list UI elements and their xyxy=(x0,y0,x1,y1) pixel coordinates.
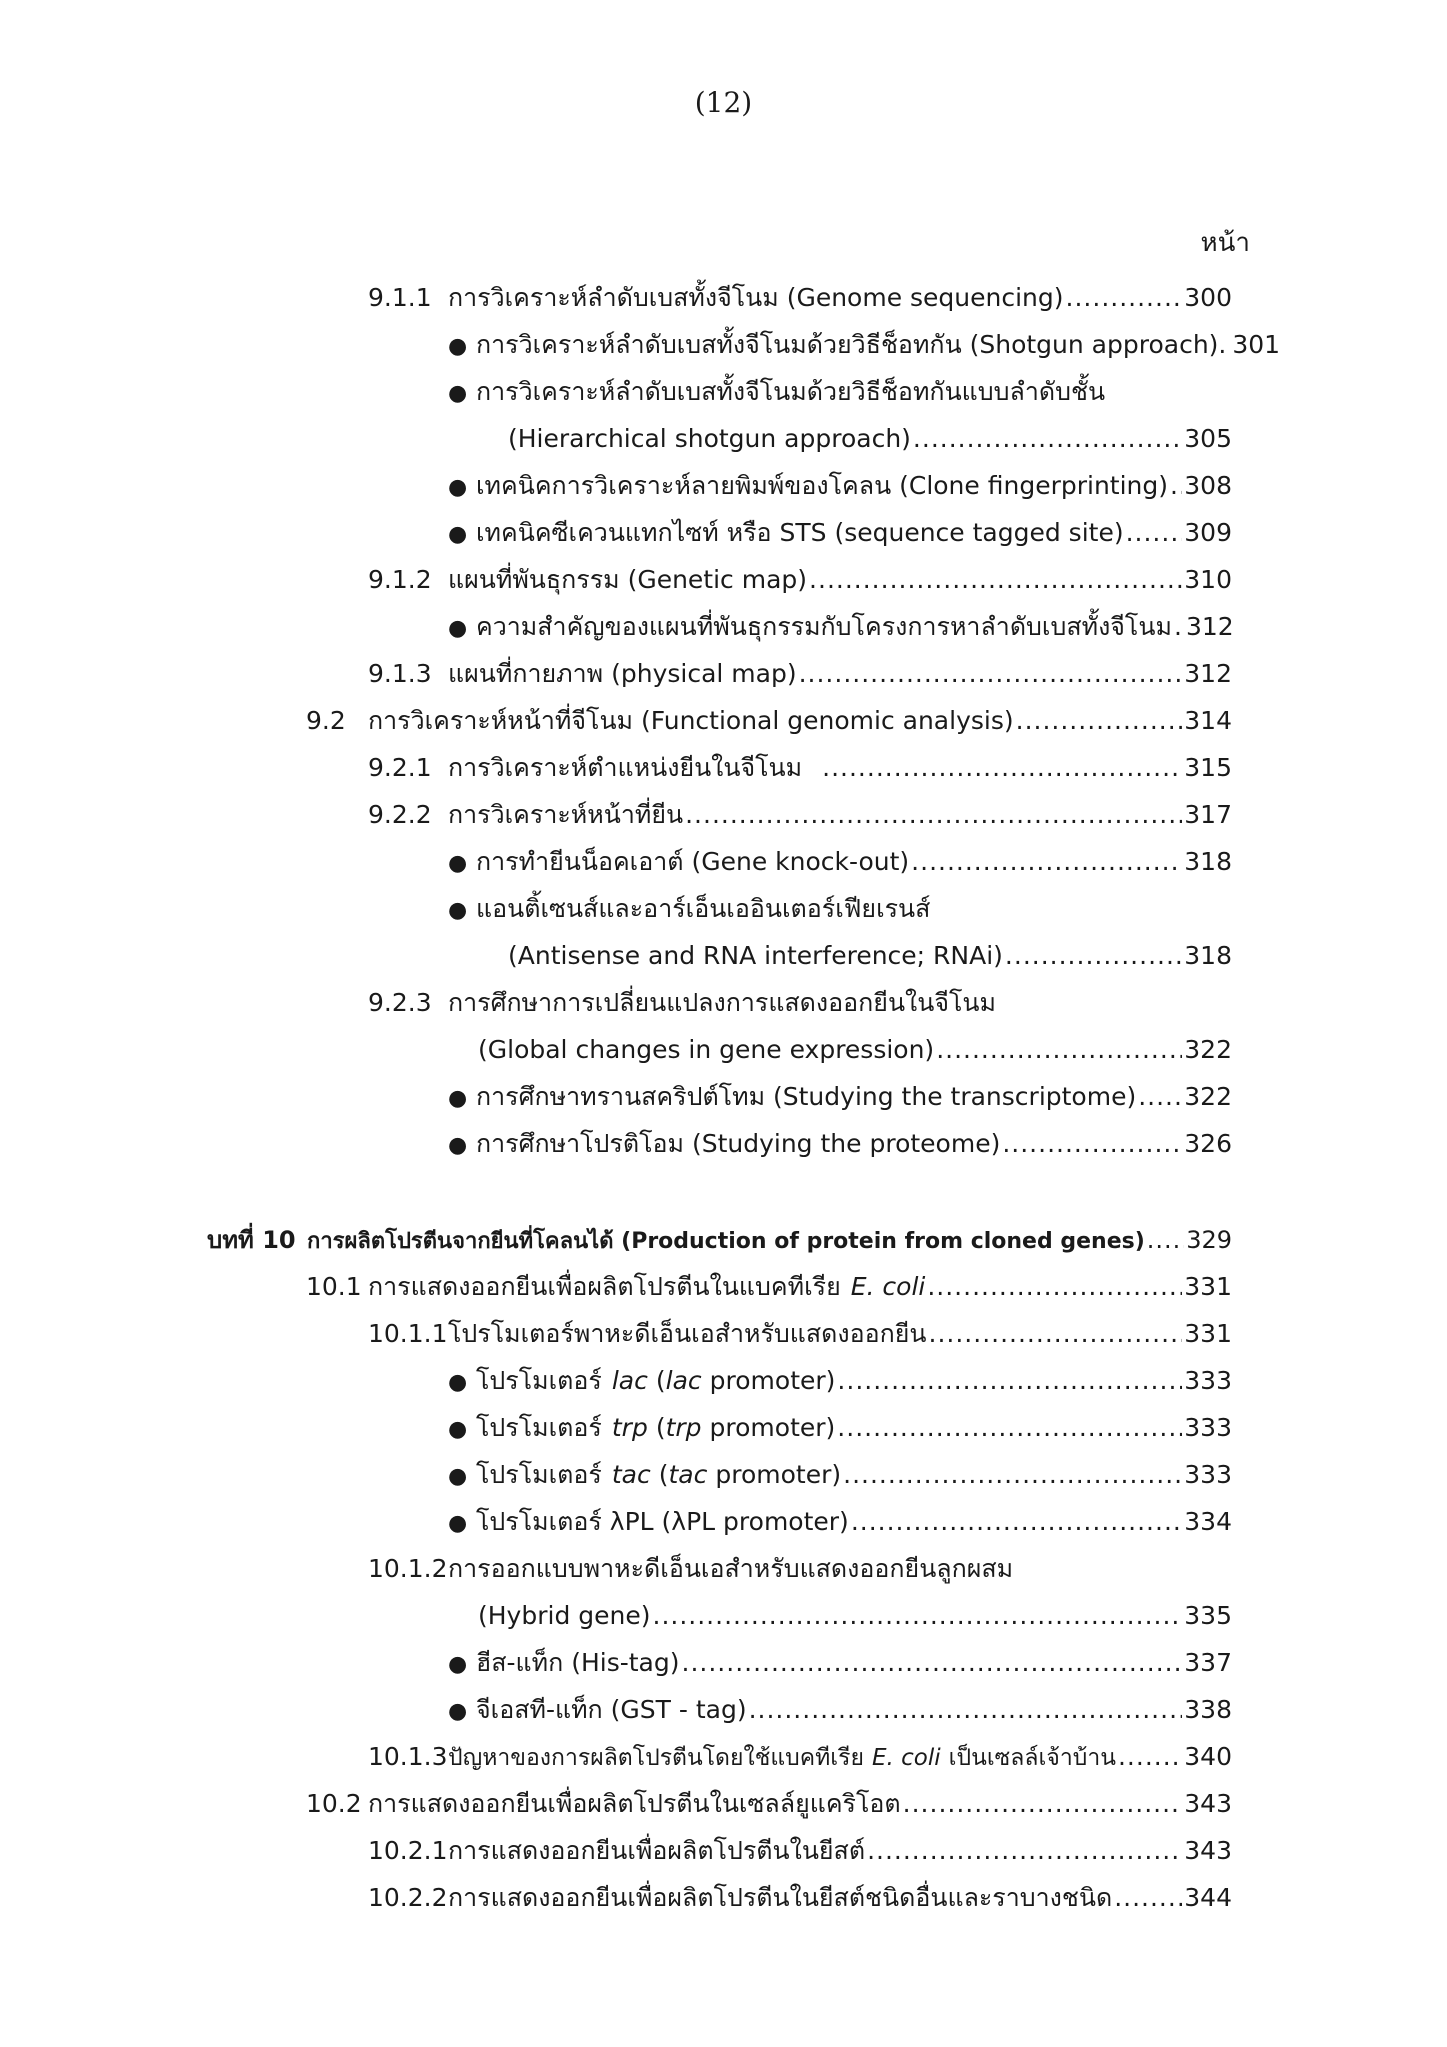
toc-entry-trp-promoter xyxy=(448,1408,1232,1448)
chapter-title: การผลิตโปรตีนจากยีนที่โคลนได้ (Production of protein from cloned genes) xyxy=(307,1229,1145,1254)
bullet-icon: ● xyxy=(448,898,468,923)
bullet-icon: ● xyxy=(448,851,468,876)
dot-leader xyxy=(682,1643,1183,1683)
entry-page: 312 xyxy=(1185,612,1234,641)
entry-page: 314 xyxy=(1184,706,1232,735)
entry-page: 309 xyxy=(1184,518,1232,547)
entry-title: ฮีส-แท็ก (His-tag) xyxy=(476,1648,680,1677)
dot-leader xyxy=(1170,466,1182,506)
entry-title-paren: ( xyxy=(655,1366,666,1395)
entry-title: โปรโมเตอร์ xyxy=(476,1460,602,1489)
toc-entry-sts xyxy=(448,513,1232,553)
entry-page: 331 xyxy=(1184,1272,1232,1301)
entry-page: 335 xyxy=(1184,1601,1232,1630)
dot-leader xyxy=(903,1784,1183,1824)
entry-page: 301 xyxy=(1232,330,1281,359)
dot-leader xyxy=(1114,1878,1182,1918)
entry-page: 343 xyxy=(1184,1836,1232,1865)
entry-title-italic: lac xyxy=(611,1366,648,1395)
toc-entry-gst-tag xyxy=(448,1690,1232,1730)
entry-title: แผนที่กายภาพ (physical map) xyxy=(448,659,797,688)
bullet-icon: ● xyxy=(448,1511,468,1536)
toc-entry-10-2 xyxy=(306,1784,1232,1824)
entry-page: 338 xyxy=(1184,1695,1232,1724)
dot-leader xyxy=(1174,607,1184,647)
entry-title: การออกแบบพาหะดีเอ็นเอสำหรับแสดงออกยีนลูกผสม xyxy=(448,1554,1014,1583)
entry-title: การวิเคราะห์หน้าที่จีโนม (Functional genomic analysis) xyxy=(368,706,1014,735)
entry-title: การแสดงออกยีนเพื่อผลิตโปรตีนในเซลล์ยูแคริโอต xyxy=(368,1789,901,1818)
toc-entry-9-2-3 xyxy=(368,983,1232,1023)
bullet-icon: ● xyxy=(448,1133,468,1158)
dot-leader xyxy=(837,1408,1182,1448)
entry-number: 9.1.3 xyxy=(368,659,432,688)
toc-entry-9-2-2 xyxy=(368,795,1232,835)
toc-entry-hierarchical-heading xyxy=(448,372,1232,412)
bullet-icon: ● xyxy=(448,1652,468,1677)
entry-title-tail: promoter) xyxy=(715,1460,842,1489)
entry-number: 9.1.1 xyxy=(368,283,432,312)
toc-entry-global-changes xyxy=(478,1030,1232,1070)
entry-title-tail: เป็นเซลล์เจ้าบ้าน xyxy=(948,1745,1116,1771)
entry-page: 326 xyxy=(1184,1129,1232,1158)
entry-page: 322 xyxy=(1184,1082,1232,1111)
dot-leader xyxy=(843,1455,1182,1495)
dot-leader xyxy=(927,1267,1182,1307)
entry-number: 10.1 xyxy=(306,1272,362,1301)
dot-leader xyxy=(837,1361,1182,1401)
entry-title-paren: ( xyxy=(658,1460,669,1489)
entry-title-tail: promoter) xyxy=(709,1366,836,1395)
page-column-header: หน้า xyxy=(1200,228,1250,258)
entry-title-tail: promoter) xyxy=(709,1413,836,1442)
toc-entry-hierarchical xyxy=(508,419,1232,459)
dot-leader xyxy=(1118,1737,1182,1777)
bullet-icon: ● xyxy=(448,475,468,500)
entry-title: (Hybrid gene) xyxy=(478,1601,651,1630)
entry-page: 333 xyxy=(1184,1366,1232,1395)
entry-title-paren: ( xyxy=(655,1413,666,1442)
entry-title: การวิเคราะห์ลำดับเบสทั้งจีโนมด้วยวิธีช็อทกันแบบลำดับชั้น xyxy=(476,377,1106,406)
entry-page: 312 xyxy=(1184,659,1232,688)
entry-title-italic: trp xyxy=(611,1413,648,1442)
dot-leader xyxy=(851,1502,1182,1542)
entry-title: โปรโมเตอร์ xyxy=(476,1366,602,1395)
entry-title-italic: tac xyxy=(611,1460,651,1489)
entry-number: 10.2.1 xyxy=(368,1836,448,1865)
entry-title: การวิเคราะห์ลำดับเบสทั้งจีโนม (Genome sequencing) xyxy=(448,283,1064,312)
dot-leader xyxy=(1016,701,1183,741)
entry-title: การแสดงออกยีนเพื่อผลิตโปรตีนในยีสต์ชนิดอื่นและราบางชนิด xyxy=(448,1883,1113,1912)
entry-number: 10.2.2 xyxy=(368,1883,448,1912)
toc-entry-his-tag xyxy=(448,1643,1232,1683)
toc-entry-antisense xyxy=(508,936,1232,976)
entry-number: 10.1.1 xyxy=(368,1319,448,1348)
toc-entry-10-1-1 xyxy=(368,1314,1232,1354)
entry-number: 9.1.2 xyxy=(368,565,432,594)
dot-leader xyxy=(929,1314,1183,1354)
entry-title: การวิเคราะห์ลำดับเบสทั้งจีโนมด้วยวิธีช็อทกัน (Shotgun approach). xyxy=(476,330,1227,359)
toc-entry-lambda-pl-promoter xyxy=(448,1502,1232,1542)
dot-leader xyxy=(911,842,1182,882)
toc-entry-10-2-2 xyxy=(368,1878,1232,1918)
entry-title: ปัญหาของการผลิตโปรตีนโดยใช้แบคทีเรีย xyxy=(448,1745,864,1771)
toc-entry-9-1-1 xyxy=(368,278,1232,318)
entry-title: การศึกษาโปรติโอม (Studying the proteome) xyxy=(476,1129,1001,1158)
entry-page: 317 xyxy=(1184,800,1232,829)
dot-leader xyxy=(1005,936,1182,976)
dot-leader xyxy=(1138,1077,1182,1117)
entry-title: (Antisense and RNA interference; RNAi) xyxy=(508,941,1003,970)
dot-leader xyxy=(749,1690,1183,1730)
entry-title-italic-tail: tac xyxy=(668,1460,708,1489)
entry-title: การศึกษาทรานสคริปต์โทม (Studying the transcriptome) xyxy=(476,1082,1137,1111)
entry-title: โปรโมเตอร์พาหะดีเอ็นเอสำหรับแสดงออกยีน xyxy=(448,1319,927,1348)
toc-entry-hybrid-gene xyxy=(478,1596,1232,1636)
bullet-icon: ● xyxy=(448,1086,468,1111)
entry-title: เทคนิคซีเควนแทกไซท์ หรือ STS (sequence tagged site) xyxy=(476,518,1124,547)
entry-number: 9.2.2 xyxy=(368,800,432,829)
toc-entry-10-2-1 xyxy=(368,1831,1232,1871)
toc-entry-10-1-3 xyxy=(368,1737,1232,1777)
toc-entry-gene-knockout xyxy=(448,842,1232,882)
dot-leader xyxy=(867,1831,1182,1871)
entry-title: การทำยีนน็อคเอาต์ (Gene knock-out) xyxy=(476,847,910,876)
entry-number: 10.1.3 xyxy=(368,1742,448,1771)
bullet-icon: ● xyxy=(448,522,468,547)
entry-page: 340 xyxy=(1184,1742,1232,1771)
bullet-icon: ● xyxy=(448,334,468,359)
dot-leader xyxy=(653,1596,1183,1636)
entry-title-italic: E. coli xyxy=(871,1745,941,1771)
dot-leader xyxy=(1147,1220,1184,1260)
entry-page: 318 xyxy=(1184,847,1232,876)
entry-title: ความสำคัญของแผนที่พันธุกรรมกับโครงการหาลำดับเบสทั้งจีโนม xyxy=(476,612,1172,641)
entry-title-italic-tail: lac xyxy=(665,1366,702,1395)
entry-title: การแสดงออกยีนเพื่อผลิตโปรตีนในแบคทีเรีย xyxy=(368,1272,841,1301)
entry-page: 329 xyxy=(1186,1226,1232,1254)
bullet-icon: ● xyxy=(448,1464,468,1489)
bullet-icon: ● xyxy=(448,381,468,406)
bullet-icon: ● xyxy=(448,616,468,641)
entry-title: การวิเคราะห์หน้าที่ยีน xyxy=(448,800,684,829)
entry-page: 300 xyxy=(1184,283,1232,312)
toc-entry-9-1-3 xyxy=(368,654,1232,694)
entry-title: การศึกษาการเปลี่ยนแปลงการแสดงออกยีนในจีโนม xyxy=(448,988,996,1017)
entry-page: 337 xyxy=(1184,1648,1232,1677)
dot-leader xyxy=(913,419,1182,459)
entry-page: 305 xyxy=(1184,424,1232,453)
toc-entry-9-2-1 xyxy=(368,748,1232,788)
toc-entry-10-1 xyxy=(306,1267,1232,1307)
entry-title: แผนที่พันธุกรรม (Genetic map) xyxy=(448,565,808,594)
page-number: (12) xyxy=(694,86,753,119)
toc-chapter-10 xyxy=(207,1220,1232,1260)
entry-title: จีเอสที-แท็ก (GST - tag) xyxy=(476,1695,747,1724)
entry-title: (Hierarchical shotgun approach) xyxy=(508,424,911,453)
toc-entry-proteome xyxy=(448,1124,1232,1164)
entry-page: 333 xyxy=(1184,1413,1232,1442)
entry-title-italic: E. coli xyxy=(850,1272,926,1301)
toc-entry-transcriptome xyxy=(448,1077,1232,1117)
toc-entry-9-1-2 xyxy=(368,560,1232,600)
entry-page: 343 xyxy=(1184,1789,1232,1818)
entry-title: (Global changes in gene expression) xyxy=(478,1035,935,1064)
toc-entry-clone-fingerprinting xyxy=(448,466,1232,506)
entry-title-italic-tail: trp xyxy=(665,1413,702,1442)
entry-number: 9.2.1 xyxy=(368,753,432,782)
entry-page: 331 xyxy=(1184,1319,1232,1348)
toc-entry-9-2 xyxy=(306,701,1232,741)
dot-leader xyxy=(936,1030,1182,1070)
entry-title: การแสดงออกยีนเพื่อผลิตโปรตีนในยีสต์ xyxy=(448,1836,866,1865)
entry-number: 10.1.2 xyxy=(368,1554,448,1583)
toc-entry-genetic-map-importance xyxy=(448,607,1232,647)
entry-page: 318 xyxy=(1184,941,1232,970)
dot-leader xyxy=(1066,278,1183,318)
entry-page: 333 xyxy=(1184,1460,1232,1489)
entry-number: 9.2 xyxy=(306,706,346,735)
bullet-icon: ● xyxy=(448,1370,468,1395)
entry-number: 9.2.3 xyxy=(368,988,432,1017)
entry-page: 315 xyxy=(1184,753,1232,782)
dot-leader xyxy=(685,795,1182,835)
toc-entry-lac-promoter xyxy=(448,1361,1232,1401)
entry-page: 322 xyxy=(1184,1035,1232,1064)
entry-title: โปรโมเตอร์ xyxy=(476,1413,602,1442)
entry-page: 334 xyxy=(1184,1507,1232,1536)
toc-entry-tac-promoter xyxy=(448,1455,1232,1495)
dot-leader xyxy=(1002,1124,1182,1164)
entry-title: การวิเคราะห์ตำแหน่งยีนในจีโนม xyxy=(448,753,803,782)
toc-entry-antisense-heading xyxy=(448,889,1232,929)
entry-title: โปรโมเตอร์ λPL (λPL promoter) xyxy=(476,1507,849,1536)
chapter-number: บทที่ 10 xyxy=(207,1226,296,1254)
entry-page: 310 xyxy=(1184,565,1232,594)
toc-entry-shotgun xyxy=(448,325,1281,365)
entry-page: 344 xyxy=(1184,1883,1232,1912)
entry-title: แอนติ้เซนส์และอาร์เอ็นเออินเตอร์เฟียเรนส์ xyxy=(476,894,931,923)
entry-title: เทคนิคการวิเคราะห์ลายพิมพ์ของโคลน (Clone fingerprinting) xyxy=(476,471,1169,500)
entry-page: 308 xyxy=(1184,471,1232,500)
bullet-icon: ● xyxy=(448,1417,468,1442)
toc-entry-10-1-2 xyxy=(368,1549,1232,1589)
dot-leader xyxy=(1126,513,1183,553)
dot-leader xyxy=(799,654,1183,694)
bullet-icon: ● xyxy=(448,1699,468,1724)
dot-leader xyxy=(809,560,1182,600)
entry-number: 10.2 xyxy=(306,1789,362,1818)
dot-leader xyxy=(822,748,1182,788)
